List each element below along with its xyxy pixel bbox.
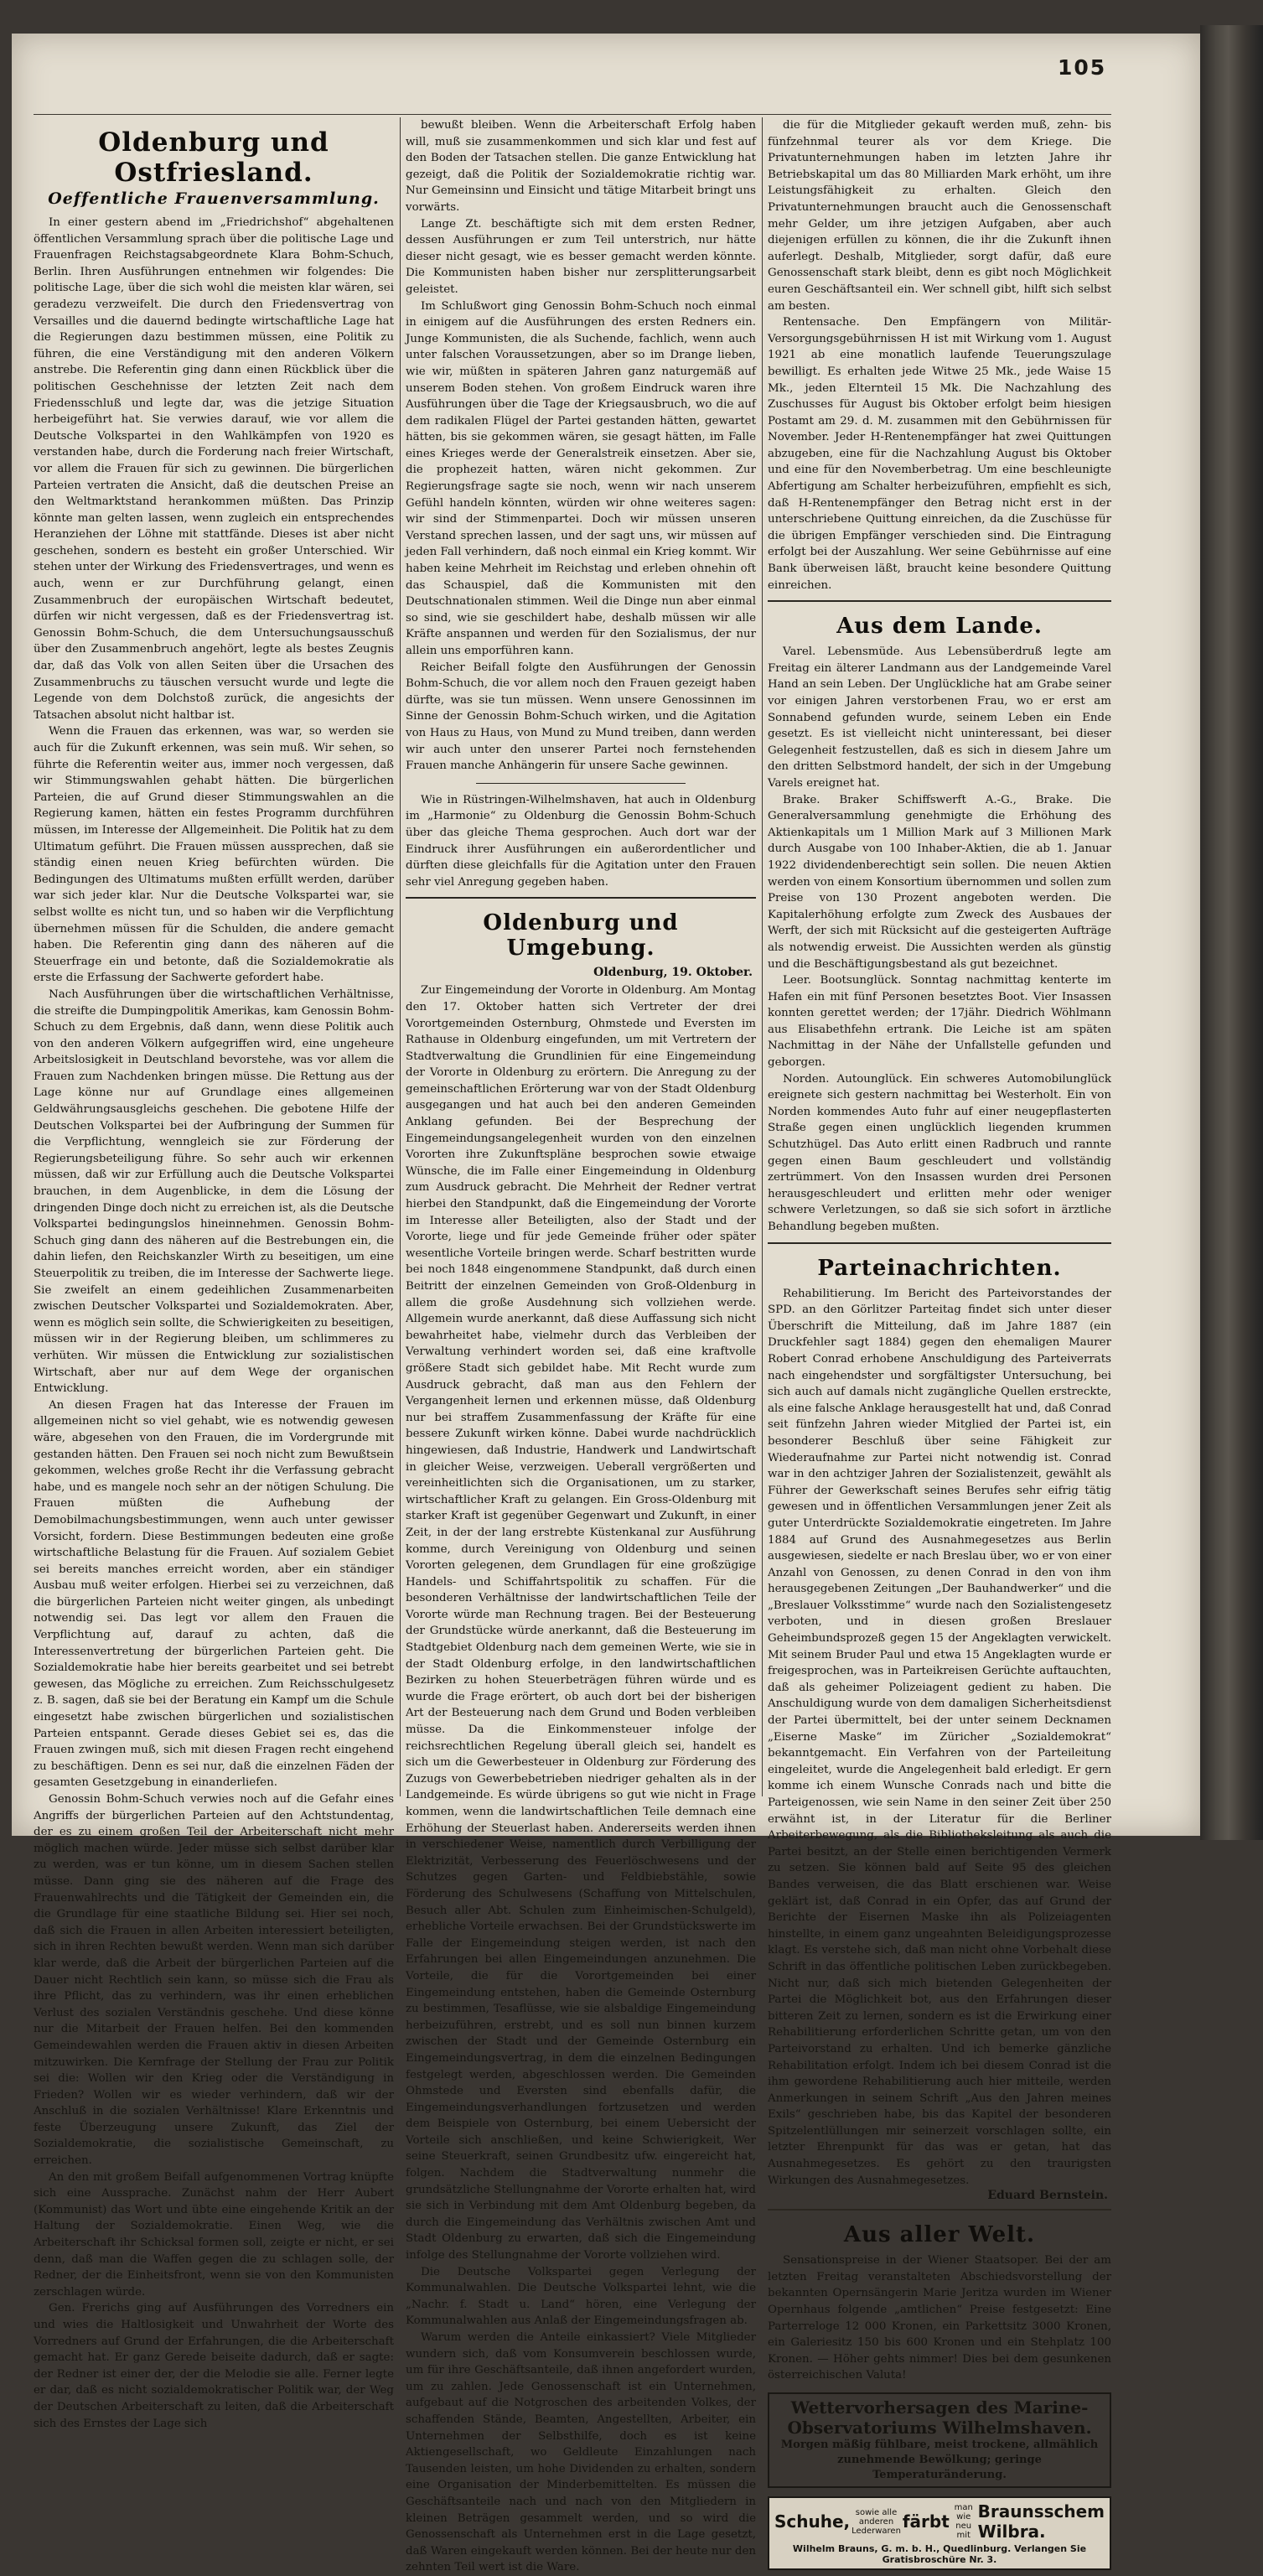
- ad-word-wilbra: Braunsschem Wilbra.: [977, 2501, 1105, 2542]
- article-paragraph: In einer gestern abend im „Friedrichshof“ abgehaltenen öffentlichen Versammlung sprach über die politische Lage und Frauenfragen Reichstagsabgeordnete Klara Bohm-Schuch, Berlin. Ihren Ausführungen entnehmen wir folgendes: Die politische Lage, über die sich wohl die meisten klar wären, sei geradezu verzweifelt. Die durch den Friedensvertrag von Versailles und die dauernd bedingte wirtschaftliche Lage hat die Regierungen dazu bestimmen müssen, eine Politik zu führen, die eine Verständigung mit den anderen Völkern anstrebe. Die Referentin ging dann einen Rückblick über die politischen Geschehnisse der letzten Zeit nach dem Friedensschluß und legte dar, was die jetzige Situation herbeigeführt hat. Sie verwies darauf, wie vor allem die Deutsche Volkspartei in den Wahlkämpfen von 1920 es verstanden habe, durch die Forderung nach freier Wirtschaft, vor allem die Frauen für sich zu gewinnen. Die bürgerlichen Parteien vertraten die Ansicht, daß die deutschen Preise an den Weltmarktstand herankommen müßten. Das Prinzip könnte man gelten lassen, wenn zugleich ein entsprechendes Heranziehen der Löhne mit stattfände. Dieses ist aber nicht geschehen, sondern es besteht ein großer Unterschied. Wir stehen unter der Wirkung des Friedensvertrages, und wenn es auch, wenn er zur Durchführung gelangt, einen Zusammenbruch der europäischen Wirtschaft bedeutet, dürfen wir nicht vergessen, daß es der Friedensvertrag ist. Genossin Bohm-Schuch, die dem Untersuchungsausschuß über den Zusammenbruch angehört, legte als bestes Zeugnis dar, daß das Volk von allen Seiten über die Ursachen des Zusammenbruchs zu täuschen versucht wurde und legte die Legende von dem Dolchstoß zurück, die angesichts der Tatsachen absolut nicht haltbar ist.: [34, 216, 394, 722]
- article-paragraph: Genossin Bohm-Schuch verwies noch auf die Gefahr eines Angriffs der bürgerlichen Parteien auf den Achtstundentag, der es zu einem großen Teil der Arbeiterschaft nicht mehr möglich machen würde. Jeder müsse sich selbst darüber klar zu werden, was er tun könne, um in diesem Sachen stellen müsse. Dann ging sie des näheren auf die Frage des Frauenwahlrechts und die Tätigkeit der Gemeinden ein, die die Grundlage für eine staatliche Bildung sei. Hier sei noch, daß sich die Frauen in allen Arbeiten interessiert beteiligten, sich in ihren Rechten bewußt werden. Wenn man sich darüber klar werde, daß die Arbeit der bürgerlichen Parteien auf die Dauer nicht Rechtlich sein kann, so müsse sich die Frau als ihre Pflicht, das zu verhindern, was ihr einen erheblichen Verlust des sozialen Verständnis geschehe. Und diese könne nur die Mitarbeit der Frauen helfen. Bei den kommenden Gemeindewahlen werden die Frauen aktiv in diesen Arbeiten mitzuwirken. Die Kernfrage der Stellung der Frau zur Politik sei die: Wollen wir den Krieg oder die Verständigung in Frieden? Wollen wir es wieder verhindern, daß wir der Anschluß in die sozialen Verhältnisse! Klare Erkenntnis und feste Überzeugung unsere Zukunft, das Ziel der Sozialdemokratie, die sozialistische Gemeinschaft, zu erreichen.: [34, 1793, 394, 2168]
- column-1: [34, 117, 394, 2430]
- weather-text: Morgen mäßig fühlbare, meist trockene, allmählich zunehmende Bewölkung; geringe Temperaturänderung.: [780, 2439, 1099, 2481]
- article-note: Wie in Rüstringen-Wilhelmshaven, hat auch in Oldenburg im „Harmonie“ zu Oldenburg die Genossin Bohm-Schuch über das gleiche Thema gesprochen. Auch dort war der Eindruck ihrer Ausführungen ein außerordentlicher und dürften diese gleichfalls für die Agitation unter den Frauen sehr viel Anregung gegeben haben.: [406, 793, 756, 889]
- dateline: Oldenburg, 19. Oktober.: [593, 966, 753, 980]
- heading-oldenburg-ostfriesland: Oldenburg und Ostfriesland.: [98, 127, 329, 188]
- heading-aus-dem-lande: Aus dem Lande.: [836, 614, 1043, 640]
- page-number: 105: [1058, 55, 1107, 80]
- heading-aus-aller-welt: Aus aller Welt.: [843, 2222, 1036, 2248]
- subheading-frauenversammlung: Oeffentliche Frauenversammlung.: [48, 189, 380, 208]
- book-binding: [1200, 25, 1263, 1840]
- heading-oldenburg-umgebung: Oldenburg und Umgebung.: [483, 910, 679, 961]
- column-rule-1: [400, 117, 401, 1796]
- article-paragraph: Nach Ausführungen über die wirtschaftlichen Verhältnisse, die streifte die Dumpingpolitik Amerikas, kam Genossin Bohm-Schuch zu dem Ergebnis, daß dann, wenn diese Politik auch von den anderen Völkern aufgegriffen wird, eine ungeheure Arbeitslosigkeit in Deutschland bevorstehe, was vor allem die Frauen zum Nachdenken bringen müsse. Die Rettung aus der Lage könne nur auf Grundlage eines allgemeinen Geldwährungsausgleichs geschehen. Die gebotene Hilfe der Deutschen Volkspartei bei der Aufbringung der Summen für die Verpflichtung, wenngleich sie zur Förderung der Regierungsbeteiligung führe. So sehr auch wir erkennen müssen, daß wir zur Erfüllung auch die Deutsche Volkspartei brauchen, in dem Augenblicke, in dem die Lösung der dringenden Dinge doch nicht zu erreichen ist, als die Deutsche Volkspartei bedingungslos hineinnehmen. Genossin Bohm-Schuch ging dann des näheren auf die Bestrebungen ein, die dahin liefen, den Reichskanzler Wirth zu beseitigen, um eine Steuerpolitik zu treiben, die im Interesse der Sachwerte liege. Sie zweifelt an einem gedeihlichen Zusammenarbeiten zwischen Deutscher Volkspartei und Sozialdemokraten. Aber, wenn es möglich sein sollte, die Schwierigkeiten zu beseitigen, müssen wir in der Regierung bleiben, um schlimmeres zu verhüten. Wir müssen die Entwicklung zur sozialistischen Wirtschaft, aber nur auf dem Wege der organischen Entwicklung.: [34, 987, 394, 1396]
- section-divider: [476, 783, 686, 784]
- article-paragraph: Varel. Lebensmüde. Aus Lebensüberdruß legte am Freitag ein älterer Landmann aus der Landgemeinde Varel Hand an sein Leben. Der Unglückliche hat am Grabe seiner vor einigen Jahren verstorbenen Frau, wo er erst am Sonnabend gefunden wurde, seinem Leben ein Ende gesetzt. Es ist vielleicht nicht uninteressant, bei dieser Gelegenheit festzustellen, daß es sich in diesem Jahre um den dritten Selbstmord handelt, der sich in der Umgebung Varels ereignet hat.: [768, 645, 1111, 790]
- heading-parteinachrichten: Parteinachrichten.: [817, 1255, 1062, 1281]
- article-paragraph: Wenn die Frauen das erkennen, was war, so werden sie auch für die Zukunft erkennen, was sein muß. Wir sehen, so führte die Referentin weiter aus, immer noch vergessen, daß wir Stimmungswahlen gehabt hätten. Die bürgerlichen Parteien, die auf Grund dieser Stimmungswahlen an die Regierung kamen, hätten ein festes Programm durchführen müssen, im Interesse der Allgemeinheit. Die Politik hat zu dem Ultimatum geführt. Die Frauen müssen aussprechen, daß sie ständig einen neuen Krieg befürchten würden. Die Bedingungen des Ultimatums mußten erfüllt werden, darüber war sich jeder klar. Nur die Deutsche Volkspartei war, sie selbst wollte es nicht tun, und so haben wir die Verpflichtung übernehmen müssen für die Schulden, die andere gemacht haben. Die Referentin ging dann des näheren auf die Steuerfrage ein und betonte, daß die Sozialdemokratie als erste die Erfassung der Sachwerte gefordert habe.: [34, 725, 394, 985]
- weather-title: Wettervorhersagen des Marine-Observatoriums Wilhelmshaven.: [787, 2397, 1092, 2438]
- section-divider: [406, 897, 756, 899]
- signature: Eduard Bernstein.: [987, 2189, 1108, 2203]
- advertisement: [768, 2496, 1111, 2570]
- article-paragraph: Warum werden die Anteile einkassiert? Viele Mitglieder wundern sich, daß vom Konsumverein beschlossen wurde, um für ihre Geschäftsanteile, daß ihnen angefordert wurden, um zu zahlen. Jede Genossenschaft ist ein Unternehmen, aufgebaut auf die Notgroschen des arbeitenden Volkes, der schaffenden Stände, Beamten, Angestellten, Arbeiter, ein Unternehmen der Selbsthilfe, doch es ist keine Aktiengesellschaft, wo Geldleute Einzahlungen nach Tausenden leisten, um hohe Dividenden zu erhalten, sondern eine Organisation der Minderbemittelten. Es müssen die Geschäftsanteile nach und nach von den Mitgliedern in kleinen Beträgen gesammelt werden, und so wird die Genossenschaft als Unternehmen erst in die Lage gesetzt, daß Waren eingekauft werden können. Bei der heute nur den zehnten Teil wert ist die Ware.: [406, 2331, 756, 2574]
- ad-footer: Wilhelm Brauns, G. m. b. H., Quedlinburg. Verlangen Sie Gratisbroschüre Nr. 3.: [792, 2543, 1087, 2565]
- ad-small-text: man wie neu mit: [954, 2503, 973, 2540]
- article-paragraph: An diesen Fragen hat das Interesse der Frauen im allgemeinen nicht so viel gehabt, wie es notwendig gewesen wäre, abgesehen von den Frauen, die im Vordergrunde mit gestanden hätten. Den Frauen sei noch nicht zum Bewußtsein gekommen, welches große Recht ihr die Verfassung gebracht habe, und es mangele noch sehr an der nötigen Schulung. Die Frauen müßten die Aufhebung der Demobilmachungsbestimmungen, wenn auch unter gewisser Vorsicht, fordern. Diese Bestimmungen bedeuten eine große wirtschaftliche Belastung für die Frauen. Auf sozialem Gebiet sei bereits manches erreicht worden, aber ein ständiger Ausbau muß weiter erfolgen. Hierbei sei zu verzeichnen, daß die bürgerlichen Parteien nicht weiter gingen, als unbedingt notwendig sei. Das legt vor allem den Frauen die Verpflichtung auf, darauf zu achten, daß die Interessenvertretung der bürgerlichen Parteien geht. Die Sozialdemokratie habe hier bereits gearbeitet und sei betrebt gewesen, das Mögliche zu erreichen. Zum Reichsschulgesetz z. B. sagen, daß sie bei der Beratung ein Kampf um die Schule eingesetzt habe zwischen bürgerlichen und sozialistischen Parteien entspannt. Gerade dieses Gebiet sei es, das die Frauen zwingen muß, sich mit diesen Fragen recht eingehend zu beschäftigen. Denn es sei nur, daß die einzelnen Fäden der gesamten Gesetzgebung in einanderliefen.: [34, 1398, 394, 1790]
- article-paragraph: An den mit großem Beifall aufgenommenen Vortrag knüpfte sich eine Aussprache. Zunächst nahm der Herr Aubert (Kommunist) das Wort und übte eine eingehende Kritik an der Haltung der Sozialdemokratie. Einen Weg, wie die Arbeiterschaft ihr Schicksal formen soll, zeigte er nicht, er sei denn, daß man die Waffen gegen die zu schlagen solle, der Redner, der die Einheitsfront, wenn sie von den Kommunisten zerschlagen würde.: [34, 2170, 394, 2299]
- ad-word-faerbt: färbt: [902, 2511, 950, 2532]
- article-paragraph: Zur Eingemeindung der Vororte in Oldenburg. Am Montag den 17. Oktober hatten sich Vertreter der drei Vorortgemeinden Osternburg, Ohmstede und Eversten im Rathause in Oldenburg eingefunden, um mit Vertretern der Stadtverwaltung die Grundlinien für eine Eingemeindung der Vororte in Oldenburg zu erörtern. Die Anregung zu der gemeinschaftlichen Erörterung war von der Stadt Oldenburg ausgegangen und hat auch bei den anderen Gemeinden Anklang gefunden. Bei der Besprechung der Eingemeindungsangelegenheit wurden von den einzelnen Vororten ihre Zukunftspläne besprochen sowie etwaige Wünsche, die im Falle einer Eingemeindung in Oldenburg zum Ausdruck gebracht. Die Mehrheit der Redner vertrat hierbei den Standpunkt, daß die Eingemeindung der Vororte im Interesse aller Beteiligten, also der Stadt und der Vororte, liege und für jede Gemeinde früher oder später wesentliche Vorteile bringen werde. Scharf bestritten wurde bei noch 1848 eingenommene Standpunkt, daß durch einen Beitritt der einzelnen Gemeinden von Groß-Oldenburg in allem die große Ausdehnung sich vollziehen werde. Allgemein wurde anerkannt, daß diese Auffassung sich nicht bewahrheitet habe, vielmehr durch das Verbleiben der Verwaltung verhindert worden sei, daß eine kraftvolle größere Stadt sich gebildet habe. Mit Recht wurde zum Ausdruck gebracht, daß man aus den Fehlern der Vergangenheit lernen und erkennen müsse, daß Oldenburg nur bei straffem Zusammenfassung der Kräfte für eine bessere Zukunft wirken könne. Dabei wurde nachdrücklich hingewiesen, daß Industrie, Handwerk und Landwirtschaft in gleicher Weise, verzweigen. Ueberall vergrößerten und vereinheitlichten sich die Organisationen, um zu starker, wirtschaftlicher Kraft zu gelangen. Ein Gross-Oldenburg mit starker Kraft ist gegenüber Gegenwart und Zukunft, in einer Zeit, in der der lang erstrebte Küstenkanal zur Ausführung komme, durch Vereinigung von Oldenburg und seinen Vororten gelegenen, dem Grundlagen für eine großzügige Handels- und Schiffahrtspolitik zu schaffen. Für die besonderen Verhältnisse der landwirtschaftlichen Teile der Vororte würde man Rechnung tragen. Bei der Besteuerung der Grundstücke würde anerkannt, daß die Besteuerung im Stadtgebiet Oldenburg nach dem gemeinen Werte, wie sie in der Stadt Oldenburg erfolge, in den landwirtschaftlichen Bezirken zu hohen Steuerbeträgen führen würde und es wurde die Frage erörtert, ob auch dort bei der bisherigen Art der Besteuerung nach dem Grund und Boden verbleiben müsse. Da die Einkommensteuer infolge der reichsrechtlichen Regelung überall gleich sei, handelt es sich um die Gewerbesteuer in Oldenburg zur Förderung des Zuzugs von Gewerbebetrieben niedriger gehalten als in der Landgemeinde. Es würde übrigens so gut wie nicht in Frage kommen, wenn die landwirtschaftlichen Teile demnach eine Erhöhung der Steuerlast haben. Andererseits werden ihnen in verschiedener Weise, namentlich durch Verbilligung der Elektrizität, Verbesserung des Feuerlöschwesens und der Schutzes gegen Garten- und Feldbiebstähle, sowie Förderung des Schulwesens (Schaffung von Mittelschulen, Besuch aller Abt. Schulen zum Einheimischen-Schulgeld), erhebliche Vorteile erwachsen. Bei der Grundstückswerte im Falle der Eingemeindung steigen werden, ist nach den Erfahrungen bei allen Eingemeindungen anzunehmen. Die Vorteile, die für die Vorortgemeinden bei einer Eingemeindung entstehen, haben die Gemeinde Osternburg zu bestimmen, Tesaflüsse, wie sie alsbaldige Eingemeindung herbeizuführen, erstrebt, und es soll nun binnen kurzem zwischen der Stadt und der Gemeinde Osternburg ein Eingemeindungsvertrag, in dem die einzelnen Bedingungen festgelegt werden, abgeschlossen werden. Die Gemeinden Ohmstede und Eversten sind ebenfalls dafür, die Eingemeindungsverhandlungen fortzusetzen und werden dem Beispiele von Osternburg, bei einem Uebersicht der Vorteile sich anschließen, und keine Schwierigkeit, Wer seine Steuerkraft, seinen Grundbesitz ufw. eingereicht hat, folgen. Nachdem die Stadtverwaltung nunmehr die grundsätzliche Stellungnahme der Vororte erhalten hat, wird sie sich in Verbindung mit dem Amt Oldenburg begeben, da durch die Eingemeindung das Verhältnis zwischen Amt und Stadt Oldenburg zu erwarten, daß sich die Eingemeindung infolge des Stellungnahme der Vororte vollziehen wird.: [406, 984, 756, 2262]
- article-paragraph: Reicher Beifall folgte den Ausführungen der Genossin Bohm-Schuch, die vor allem noch den Frauen gezeigt haben dürfte, was sie tun müssen. Wenn unsere Genossinnen im Sinne der Genossin Bohm-Schuch wirken, und die Agitation von Haus zu Haus, von Mund zu Mund treiben, dann werden wir auch unter den unserer Partei noch fernstehenden Frauen manche Anhängerin für unsere Sache gewinnen.: [406, 661, 756, 773]
- article-paragraph: Brake. Braker Schiffswerft A.-G., Brake. Die Generalversammlung genehmigte die Erhöhung des Aktienkapitals um 1 Million Mark auf 3 Millionen Mark durch Ausgabe von 100 Inhaber-Aktien, die ab 1. Januar 1922 dividendenberechtigt sein sollen. Die neuen Aktien werden von einem Konsortium übernommen und sollen zum Preise von 130 Prozent angeboten werden. Die Kapitalerhöhung erfolgte zum Zweck des Ausbaues der Werft, der sich mit Rücksicht auf die gesteigerten Aufträge als notwendig erweist. Die Aussichten werden als günstig und die Beschäftigungsbestand als gut bezeichnet.: [768, 793, 1111, 971]
- article-paragraph: Rentensache. Den Empfängern von Militär-Versorgungsgebührnissen H ist mit Wirkung vom 1. August 1921 ab eine monatlich laufende Teuerungszulage bewilligt. Es erhalten jede Witwe 25 Mk., jede Waise 15 Mk., jeden Elternteil 15 Mk. Die Nachzahlung des Zuschusses für August bis Oktober erfolgt beim hiesigen Postamt am 29. d. M. zusammen mit den Gebührnissen für November. Jeder H-Rentenempfänger hat zwei Quittungen abzugeben, eine für die Nachzahlung August bis Oktober und eine für den Novemberbetrag. Um eine beschleunigte Abfertigung am Schalter herbeizuführen, empfiehlt es sich, daß H-Rentenempfänger den Betrag nicht erst in der unterschriebene Quittung einreichen, da die Zuschüsse für die übrigen Empfänger verschieden sind. Die Eintragung erfolgt bei der Auszahlung. Wer seine Gebührnisse auf eine Bank überweisen läßt, braucht keine besondere Quittung einreichen.: [768, 316, 1111, 592]
- weather-box: [768, 2392, 1111, 2488]
- article-paragraph: Im Schlußwort ging Genossin Bohm-Schuch noch einmal in einigem auf die Ausführungen des ersten Redners ein. Junge Kommunisten, die als Suchende, fachlich, wenn auch unter falschen Voraussetzungen, aber so im Drange lieben, wie wir, müßten in späteren Jahren ganz naturgemäß auf unserem Boden stehen. Von großem Eindruck waren ihre Ausführungen über die Tage der Kriegsausbruch, wo die auf dem radikalen Flügel der Partei gestanden hätten, gewartet hätten, bis sie gekommen wären, sie gesagt hätten, im Falle eines Krieges werde der Generalstreik einsetzen. Aber sie, die prophezeit hatten, wären nicht gekommen. Zur Regierungsfrage sagte sie noch, wenn wir nach unserem Gefühl handeln könnten, würden wir ohne weiteres sagen: wir sind der Stimmenpartei. Doch wir müssen unseren Verstand sprechen lassen, und der sagt uns, wir müssen auf jeden Fall verhindern, daß noch einmal ein Krieg kommt. Wir haben keine Mehrheit im Reichstag und erleben ohnehin oft das Schauspiel, daß die Kommunisten mit den Deutschnationalen stimmen. Weil die Dinge nun aber einmal so sind, wie sie geschildert habe, deshalb müssen wir alle Kräfte anspannen und werden für den Sozialismus, der nur allein uns emporführen kann.: [406, 299, 756, 657]
- section-divider: [768, 1242, 1111, 1244]
- ad-small-text: sowie alle anderen Lederwaren: [851, 2507, 901, 2536]
- ad-word-schuhe: Schuhe,: [774, 2511, 851, 2532]
- column-2: [406, 117, 756, 2574]
- section-divider: [768, 600, 1111, 602]
- section-divider: [768, 2209, 1111, 2211]
- column-3: [768, 117, 1111, 2565]
- article-paragraph: Die Deutsche Volkspartei gegen Verlegung der Kommunalwahlen. Die Deutsche Volkspartei lehnt, wie die „Nachr. f. Stadt u. Land“ hören, eine Verlegung der Kommunalwahlen aus Anlaß der Eingemeindungsfragen ab.: [406, 2265, 756, 2328]
- article-paragraph: bewußt bleiben. Wenn die Arbeiterschaft Erfolg haben will, muß sie zusammenkommen und sich klar und fest auf den Boden der Tatsachen stellen. Die ganze Entwicklung hat gezeigt, daß die Politik der Sozialdemokratie richtig war. Nur Gemeinsinn und Einsicht und tätige Mitarbeit bringt uns vorwärts.: [406, 119, 756, 214]
- article-paragraph: Rehabilitierung. Im Bericht des Parteivorstandes der SPD. an den Görlitzer Parteitag findet sich unter dieser Überschrift die Mitteilung, daß im Jahre 1887 (ein Druckfehler sagt 1884) gegen den ehemaligen Maurer Robert Conrad erhobene Anschuldigung des Parteiverrats nach eingehendster und sorgfältigster Untersuchung, bei sich auch auf damals nicht zugängliche Quellen erstreckte, als eine falsche Anklage herausgestellt hat und, daß Conrad seit fünfzehn Jahren wieder Mitglied der Partei ist, ein besonderer Beschluß über seine Fähigkeit zur Wiederaufnahme zur Partei nicht notwendig ist. Conrad war in den achtziger Jahren der Sozialistenzeit, gewählt als Führer der Gewerkschaft seines Berufes sehr eifrig tätig gewesen und in öffentlichen Versammlungen jener Zeit als guter Unterdrückte Sozialdemokratie eingetreten. Im Jahre 1884 auf Grund des Ausnahmegesetzes aus Berlin ausgewiesen, siedelte er nach Breslau über, wo er von einer Anzahl von Genossen, zu denen Conrad in den von ihm herausgegebenen Zeitungen „Der Bauhandwerker“ und die „Breslauer Volksstimme“ wurde nach den Sozialistengesetz verboten, und in diesen großen Breslauer Geheimbundsprozeß gegen 15 der Angeklagten verwickelt. Mit seinem Bruder Paul und etwa 15 Angeklagten wurde er freigesprochen, was in Parteikreisen Gerüchte auftauchten, daß als geheimer Polizeiagent gedient zu haben. Die Anschuldigung wurde von dem damaligen Sicherheitsdienst der Partei übermittelt, bei der unter seinem Decknamen „Eiserne Maske“ im Züricher „Sozialdemokrat“ bekanntgemacht. Ein Verfahren von der Parteileitung eingeleitet, wurde die Angelegenheit bald erledigt. Er gern komme ich einem Wunsche Conrads nach und bitte die Parteigenossen, wie sein Name in den seiner Zeit über 250 erwähnt ist, in der Literatur für die Berliner Arbeiterbewegung, als die Bibliotheksleitung als auch die Partei besitzt, an der Stelle einen berichtigenden Vermerk zu setzen. Sie können bald auf Seite 95 des gleichen Bandes verweisen, die das Blatt erschienen war. Weise geklärt ist, daß Conrad in ein Opfer, das auf Grund der Berichte der Eisernen Maske ihn als Polizeiagenten hinstellte, in einem ganz ungeahnten Beleidigungsprozesse klagt. Es verstehe sich, daß man nicht ohne Vorbehalt diese Schrift in das öffentliche politischen Leben zurückbegeben. Nicht nur, daß sich mich bietenden Gelegenheiten der Partei die Möglichkeit bot, aus den Erfahrungen dieser bitteren Zeit zu lernen, sondern es ist die Erwirkung einer Rehabilitierung erforderlichen Schritte getan, um von den Parteivorstand zu erhalten. Und ich bemerke gänzliche Rehabilitation erfolgt. Indem ich bei diesem Conrad ist die ihm gewordene Rehabilitierung auch hier mitteile, werden Anmerkungen in seinem Schrift „Aus den Jahren meines Exils“ geschrieben habe, bis das Kapitel der besonderen Spitzelentlüllungen mir seinerzeit vorschlagen sollte, ein letzter Ehrenpunkt für das was er getan, hat das Ausnahmegesetzes. Es gehört zu den traurigsten Wirkungen des Ausnahmegesetzes.: [768, 1287, 1111, 2187]
- article-paragraph: Leer. Bootsunglück. Sonntag nachmittag kenterte im Hafen ein mit fünf Personen besetztes Boot. Vier Insassen konnten gerettet werden; der 17jähr. Diedrich Wöhlmann aus Elisabethfehn ertrank. Die Leiche ist am späten Nachmittag in der Nähe der Unfallstelle gefunden und geborgen.: [768, 974, 1111, 1070]
- ad-headline: [774, 2501, 1105, 2542]
- article-paragraph: Gen. Frerichs ging auf Ausführungen des Vorredners ein und wies die Haltlosigkeit und Unwahrheit der Worte des Vorredners auf Grund der Erfahrungen, die die Arbeiterschaft gemacht hat. Er ganz Gerede beiseite dadurch, daß er sagte: der Redner ist einer der, der die Melodie sie alle. Ferner legte er dar, daß es nicht sozialdemokratischer Politik war, der Weg der Deutschen Arbeiterschaft zu leiten, daß die Arbeiterschaft sich des Ernstes der Lage sich: [34, 2302, 394, 2430]
- top-rule: [34, 114, 1111, 115]
- column-rule-2: [762, 117, 763, 1796]
- article-paragraph: Norden. Autounglück. Ein schweres Automobilunglück ereignete sich gestern nachmittag bei Westerholt. Ein von Norden kommendes Auto fuhr auf einer neugepflasterten Straße gegen einen unglücklich liegenden krummen Schutzhügel. Das Auto erlitt einen Radbruch und rannte gegen einen Baum geschleudert und vollständig zertrümmert. Von den Insassen wurden drei Personen herausgeschleudert und erlitten mehr oder weniger schwere Verletzungen, so daß sie sich sofort in ärztliche Behandlung begeben mußten.: [768, 1072, 1111, 1233]
- article-paragraph: Lange Zt. beschäftigte sich mit dem ersten Redner, dessen Ausführungen er zum Teil unterstrich, nur hätte dieser nicht gesagt, wie es besser gemacht werden könnte. Die Kommunisten haben bisher nur zersplitterungsarbeit geleistet.: [406, 217, 756, 296]
- article-paragraph: die für die Mitglieder gekauft werden muß, zehn- bis fünfzehnmal teurer als vor dem Kriege. Die Privatunternehmungen haben im letzten Jahre ihr Betriebskapital um das 80 Milliarden Mark erhöht, um ihre Leistungsfähigkeit zu erhalten. Gleich den Privatunternehmungen braucht auch die Genossenschaft mehr Gelder, um ihre jetzigen Aufgaben, aber auch diejenigen erfüllen zu können, die ihr die Zukunft ihnen auferlegt. Deshalb, Mitglieder, sorgt dafür, daß eure Genossenschaft stark bleibt, denn es gibt noch Möglichkeit euren Geschäftsanteil ein. Wer schnell gibt, hilft sich selbst am besten.: [768, 119, 1111, 313]
- article-paragraph: Sensationspreise in der Wiener Staatsoper. Bei der am letzten Freitag veranstalteten Abschiedsvorstellung der bekannten Opernsängerin Marie Jeritza wurden im Wiener Opernhaus folgende „amtlichen“ Preise festgesetzt: Eine Parterreloge 12 000 Kronen, ein Parkettsitz 3000 Kronen, ein Galeriesitz 150 bis 600 Kronen und ein Stehplatz 100 Kronen. — Höher gehts nimmer! Dies bei dem gesunkenen österreichischen Valuta!: [768, 2254, 1111, 2382]
